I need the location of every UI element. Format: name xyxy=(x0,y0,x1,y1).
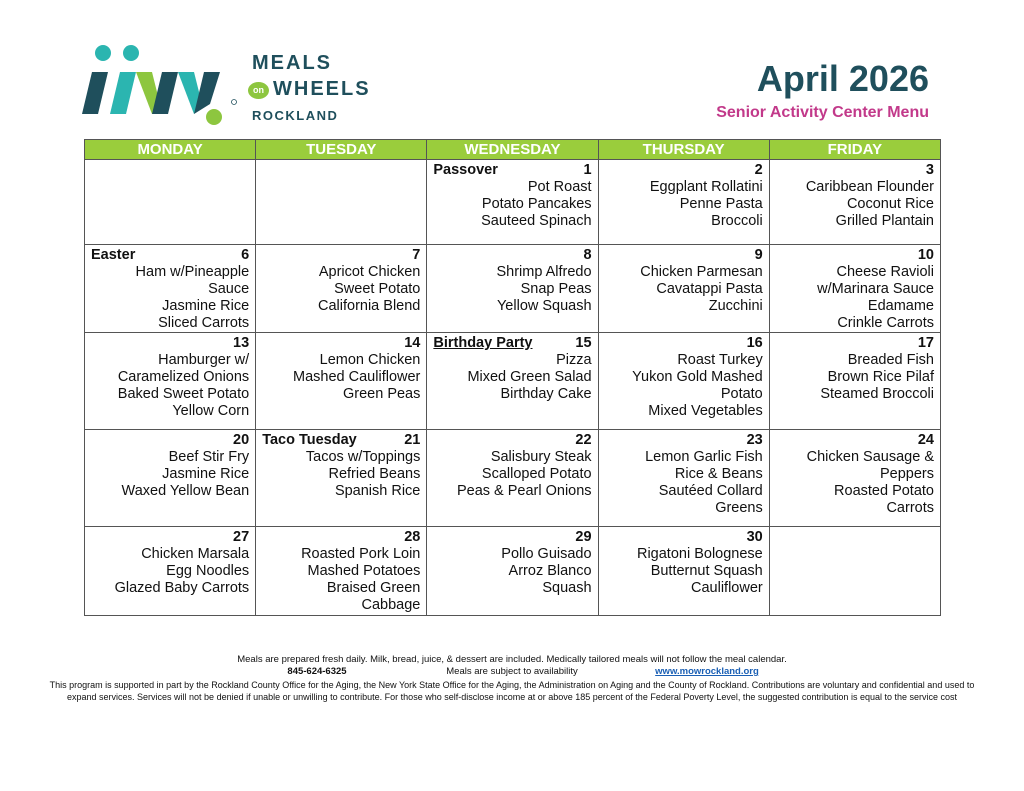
calendar-day-cell xyxy=(769,245,940,333)
day-number: 16 xyxy=(746,335,763,351)
event-label: Passover xyxy=(433,162,498,178)
menu-item: Chicken Parmesan xyxy=(640,264,763,280)
menu-item: Rice & Beans xyxy=(674,466,763,482)
menu-item: Peas & Pearl Onions xyxy=(456,483,592,499)
calendar-day-cell xyxy=(769,160,940,245)
menu-item: Sliced Carrots xyxy=(158,315,250,331)
menu-item: Hamburger w/ xyxy=(158,352,250,368)
day-number: 10 xyxy=(917,247,934,263)
menu-item: Eggplant Rollatini xyxy=(649,179,763,195)
menu-item: Butternut Squash xyxy=(650,563,763,579)
menu-item: Tacos w/Toppings xyxy=(305,449,421,465)
day-cell-header xyxy=(605,247,763,264)
menu-item: Beef Stir Fry xyxy=(168,449,250,465)
page-subtitle: Senior Activity Center Menu xyxy=(716,104,929,121)
menu-item: Pollo Guisado xyxy=(501,546,592,562)
day-number: 30 xyxy=(746,529,763,545)
menu-item: Waxed Yellow Bean xyxy=(121,483,250,499)
menu-item: Salisbury Steak xyxy=(490,449,592,465)
calendar-day-cell xyxy=(427,333,598,430)
menu-item: Lemon Chicken xyxy=(319,352,421,368)
day-cell-header xyxy=(262,247,420,264)
menu-calendar xyxy=(84,139,941,616)
menu-item: Mixed Vegetables xyxy=(648,403,763,419)
menu-item: Yukon Gold Mashed xyxy=(632,369,763,385)
weekday-header: MONDAY xyxy=(85,140,256,160)
calendar-day-cell xyxy=(598,333,769,430)
calendar-week-row xyxy=(85,430,941,527)
calendar-day-cell xyxy=(85,245,256,333)
day-number: 27 xyxy=(233,529,250,545)
menu-item: Potato Pancakes xyxy=(481,196,592,212)
menu-item: Sauteed Spinach xyxy=(481,213,592,229)
menu-item: Squash xyxy=(542,580,592,596)
menu-item: Grilled Plantain xyxy=(835,213,934,229)
weekday-header: FRIDAY xyxy=(769,140,940,160)
day-cell-header xyxy=(262,529,420,546)
day-number: 1 xyxy=(583,162,592,178)
menu-item: Snap Peas xyxy=(520,281,592,297)
menu-item: Sauce xyxy=(208,281,250,297)
menu-item: Caribbean Flounder xyxy=(805,179,934,195)
menu-item: Arroz Blanco xyxy=(508,563,592,579)
menu-item: Egg Noodles xyxy=(166,563,250,579)
calendar-day-cell xyxy=(598,245,769,333)
footer xyxy=(40,654,984,703)
funding-statement: This program is supported in part by the Rockland County Office for the Aging, the New York State Office for the Aging, the Administration on Aging and the County of Rockland. Contributions are voluntary and confidential and used to expand services. Services will not be denied if unable or unwilling to contribute. For those who self-disclose income at or above 185 percent of the Federal Poverty Level, the suggested contribution is equal to the service cost xyxy=(49,680,975,702)
menu-item: Coconut Rice xyxy=(846,196,934,212)
calendar-day-cell xyxy=(256,245,427,333)
day-cell-header xyxy=(433,247,591,264)
day-cell-header xyxy=(605,529,763,546)
calendar-day-cell xyxy=(85,430,256,527)
availability-note: Meals are subject to availability xyxy=(446,666,578,677)
menu-item: Cavatappi Pasta xyxy=(656,281,763,297)
calendar-week-row xyxy=(85,527,941,616)
day-cell-header xyxy=(262,432,420,449)
menu-item: Cheese Ravioli xyxy=(836,264,934,280)
calendar-day-cell xyxy=(427,527,598,616)
menu-item: Chicken Sausage & xyxy=(806,449,934,465)
day-cell-header xyxy=(605,432,763,449)
menu-item: Ham w/Pineapple xyxy=(135,264,250,280)
calendar-day-cell xyxy=(598,160,769,245)
logo-rockland-text: ROCKLAND xyxy=(252,108,339,123)
day-number: 29 xyxy=(575,529,592,545)
menu-item: Pizza xyxy=(556,352,592,368)
day-number: 8 xyxy=(583,247,592,263)
day-number: 2 xyxy=(754,162,763,178)
calendar-day-cell xyxy=(769,333,940,430)
page-title: April 2026 xyxy=(756,58,929,99)
footer-note: Meals are prepared fresh daily. Milk, bread, juice, & dessert are included. Medically tailored meals will not follow the meal calendar. xyxy=(237,654,787,665)
weekday-header: TUESDAY xyxy=(256,140,427,160)
day-cell-header xyxy=(433,162,591,179)
menu-item: Shrimp Alfredo xyxy=(496,264,592,280)
event-label: Taco Tuesday xyxy=(262,432,357,448)
menu-item: Yellow Squash xyxy=(496,298,592,314)
menu-item: Sautéed Collard xyxy=(658,483,763,499)
menu-item: Yellow Corn xyxy=(172,403,250,419)
day-number: 28 xyxy=(404,529,421,545)
day-number: 17 xyxy=(917,335,934,351)
menu-item: Spanish Rice xyxy=(334,483,421,499)
logo-wheels-text: WHEELS xyxy=(273,78,371,100)
menu-item: Rigatoni Bolognese xyxy=(636,546,763,562)
day-number: 7 xyxy=(412,247,421,263)
day-cell-header xyxy=(91,335,249,352)
day-cell-header xyxy=(605,335,763,352)
menu-item: Mashed Potatoes xyxy=(307,563,421,579)
calendar-week-row xyxy=(85,160,941,245)
calendar-day-cell xyxy=(256,430,427,527)
day-cell-header xyxy=(605,162,763,179)
calendar-day-cell xyxy=(598,527,769,616)
calendar-day-cell xyxy=(769,527,940,616)
day-cell-header xyxy=(433,335,591,352)
menu-item: Sweet Potato xyxy=(334,281,421,297)
menu-item: Potato xyxy=(720,386,763,402)
event-label: Easter xyxy=(91,247,136,263)
menu-item: Broccoli xyxy=(711,213,763,229)
menu-item: w/Marinara Sauce xyxy=(817,281,934,297)
day-number: 23 xyxy=(746,432,763,448)
phone-number: 845-624-6325 xyxy=(287,666,347,677)
calendar-day-cell xyxy=(85,160,256,245)
menu-item: Pot Roast xyxy=(527,179,592,195)
weekday-header-row xyxy=(85,140,941,160)
day-number: 22 xyxy=(575,432,592,448)
day-cell-header xyxy=(776,247,934,264)
day-cell-header xyxy=(776,432,934,449)
day-number: 20 xyxy=(233,432,250,448)
menu-item: Roast Turkey xyxy=(677,352,763,368)
website-link[interactable]: www.mowrockland.org xyxy=(655,666,759,677)
weekday-header: THURSDAY xyxy=(598,140,769,160)
calendar-week-row xyxy=(85,333,941,430)
menu-item: Roasted Pork Loin xyxy=(301,546,421,562)
logo-meals-text: MEALS xyxy=(252,52,332,74)
day-number: 3 xyxy=(925,162,934,178)
menu-item: Mashed Cauliflower xyxy=(293,369,421,385)
menu-item: Cauliflower xyxy=(691,580,763,596)
menu-item: Edamame xyxy=(867,298,934,314)
menu-item: Caramelized Onions xyxy=(117,369,250,385)
menu-item: Cabbage xyxy=(361,597,421,613)
contact-line xyxy=(40,666,984,678)
day-number: 13 xyxy=(233,335,250,351)
menu-item: Brown Rice Pilaf xyxy=(827,369,934,385)
menu-item: California Blend xyxy=(318,298,421,314)
menu-item: Breaded Fish xyxy=(847,352,934,368)
calendar-day-cell xyxy=(769,430,940,527)
event-label: Birthday Party xyxy=(433,335,533,351)
day-number: 21 xyxy=(404,432,421,448)
menu-item: Crinkle Carrots xyxy=(837,315,934,331)
day-number: 24 xyxy=(917,432,934,448)
day-cell-header xyxy=(433,432,591,449)
day-cell-header xyxy=(433,529,591,546)
menu-item: Mixed Green Salad xyxy=(467,369,592,385)
menu-item: Lemon Garlic Fish xyxy=(645,449,763,465)
day-cell-header xyxy=(91,247,249,264)
menu-item: Birthday Cake xyxy=(500,386,592,402)
menu-item: Penne Pasta xyxy=(679,196,763,212)
day-cell-header xyxy=(776,162,934,179)
calendar-day-cell xyxy=(427,430,598,527)
day-number: 15 xyxy=(575,335,592,351)
calendar-day-cell xyxy=(256,160,427,245)
day-number: 6 xyxy=(241,247,250,263)
logo-on-badge: on xyxy=(248,82,269,99)
calendar-week-row xyxy=(85,245,941,333)
weekday-header: WEDNESDAY xyxy=(427,140,598,160)
calendar-day-cell xyxy=(85,527,256,616)
menu-item: Baked Sweet Potato xyxy=(117,386,250,402)
calendar-day-cell xyxy=(85,333,256,430)
calendar-day-cell xyxy=(256,333,427,430)
calendar-day-cell xyxy=(427,160,598,245)
day-number: 9 xyxy=(754,247,763,263)
menu-item: Peppers xyxy=(879,466,934,482)
day-number: 14 xyxy=(404,335,421,351)
menu-item: Steamed Broccoli xyxy=(820,386,934,402)
menu-item: Carrots xyxy=(886,500,934,516)
day-cell-header xyxy=(776,335,934,352)
menu-item: Refried Beans xyxy=(328,466,421,482)
menu-item: Jasmine Rice xyxy=(162,466,250,482)
day-cell-header xyxy=(262,335,420,352)
menu-item: Glazed Baby Carrots xyxy=(114,580,250,596)
menu-item: Green Peas xyxy=(342,386,421,402)
calendar-day-cell xyxy=(598,430,769,527)
day-cell-header xyxy=(91,432,249,449)
menu-item: Greens xyxy=(715,500,763,516)
menu-item: Zucchini xyxy=(708,298,763,314)
menu-item: Scalloped Potato xyxy=(481,466,592,482)
menu-item: Chicken Marsala xyxy=(141,546,250,562)
menu-item: Braised Green xyxy=(326,580,421,596)
menu-item: Roasted Potato xyxy=(834,483,934,499)
menu-item: Apricot Chicken xyxy=(318,264,421,280)
calendar-day-cell xyxy=(427,245,598,333)
menu-item: Jasmine Rice xyxy=(162,298,250,314)
day-cell-header xyxy=(91,529,249,546)
calendar-day-cell xyxy=(256,527,427,616)
